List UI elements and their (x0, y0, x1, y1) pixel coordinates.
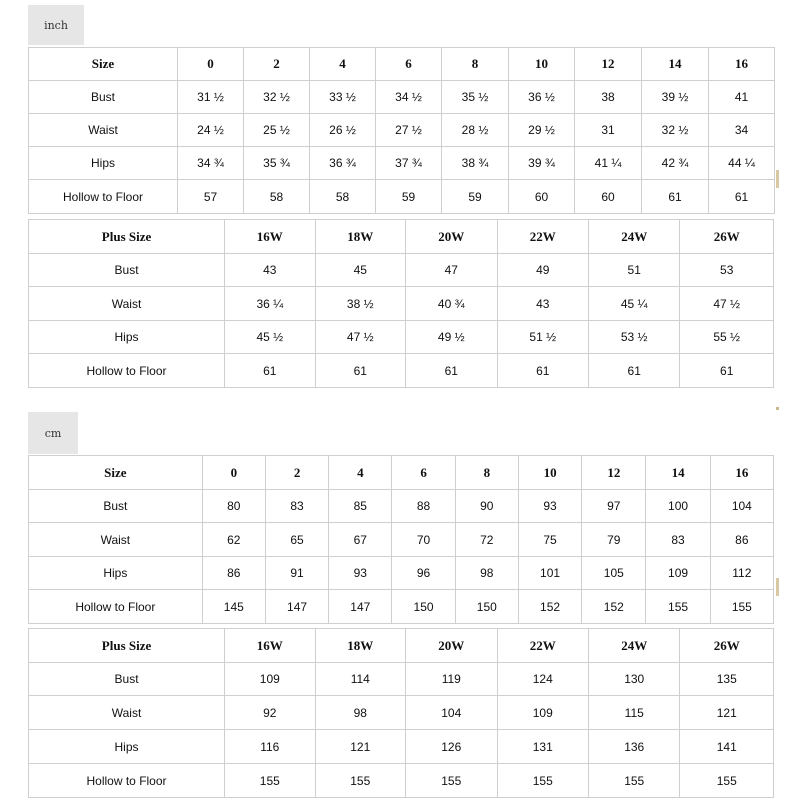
measurement-value: 100 (646, 490, 710, 523)
measurement-value: 41 ¼ (575, 147, 642, 180)
measurement-value: 80 (202, 490, 265, 523)
measurement-value: 59 (376, 180, 442, 214)
size-column-header: 6 (392, 456, 455, 490)
table-row (29, 557, 774, 590)
measurement-value: 62 (202, 523, 265, 557)
measurement-value: 131 (497, 730, 588, 764)
size-column-header: 22W (497, 220, 588, 254)
table-header-row (29, 456, 774, 490)
measurement-value: 42 ¾ (642, 147, 709, 180)
size-column-header: 16 (710, 456, 773, 490)
measurement-value: 37 ¾ (376, 147, 442, 180)
measurement-value: 26 ½ (310, 114, 376, 147)
measurement-value: 114 (315, 663, 405, 696)
size-column-header: 24W (588, 629, 679, 663)
measurement-label: Hollow to Floor (29, 354, 225, 388)
size-column-header: 8 (455, 456, 518, 490)
measurement-value: 141 (680, 730, 774, 764)
table-row (29, 764, 774, 798)
measurement-value: 59 (442, 180, 509, 214)
measurement-value: 58 (244, 180, 310, 214)
measurement-value: 104 (710, 490, 773, 523)
measurement-value: 155 (225, 764, 315, 798)
cm-plus-size-table (28, 628, 774, 798)
measurement-value: 60 (509, 180, 575, 214)
size-column-header: 22W (497, 629, 588, 663)
table-row (29, 254, 774, 287)
measurement-value: 40 ¾ (406, 287, 497, 321)
measurement-value: 109 (225, 663, 315, 696)
size-column-header: 18W (315, 220, 405, 254)
table-row (29, 81, 775, 114)
measurement-value: 147 (329, 590, 392, 624)
table-row (29, 321, 774, 354)
measurement-value: 109 (646, 557, 710, 590)
table-header-row (29, 220, 774, 254)
measurement-value: 135 (680, 663, 774, 696)
size-column-header: 18W (315, 629, 405, 663)
cm-unit-tab[interactable]: cm (28, 412, 78, 454)
measurement-value: 55 ½ (680, 321, 774, 354)
measurement-value: 105 (582, 557, 646, 590)
measurement-label: Waist (29, 696, 225, 730)
measurement-value: 92 (225, 696, 315, 730)
size-column-header: 2 (244, 48, 310, 81)
measurement-value: 61 (642, 180, 709, 214)
measurement-label: Bust (29, 254, 225, 287)
row-header-title: Plus Size (29, 220, 225, 254)
size-column-header: 6 (376, 48, 442, 81)
measurement-value: 93 (518, 490, 581, 523)
inch-standard-size-table (28, 47, 775, 214)
table-header-row (29, 48, 775, 81)
row-header-title: Plus Size (29, 629, 225, 663)
measurement-value: 38 (575, 81, 642, 114)
measurement-value: 97 (582, 490, 646, 523)
measurement-label: Bust (29, 490, 203, 523)
size-column-header: 26W (680, 220, 774, 254)
measurement-value: 88 (392, 490, 455, 523)
measurement-value: 49 ½ (406, 321, 497, 354)
measurement-label: Hips (29, 557, 203, 590)
table-row (29, 354, 774, 388)
measurement-value: 43 (225, 254, 315, 287)
measurement-value: 96 (392, 557, 455, 590)
measurement-value: 104 (406, 696, 497, 730)
measurement-value: 150 (392, 590, 455, 624)
size-column-header: 0 (202, 456, 265, 490)
measurement-value: 112 (710, 557, 773, 590)
measurement-value: 116 (225, 730, 315, 764)
measurement-value: 47 ½ (680, 287, 774, 321)
measurement-value: 91 (265, 557, 328, 590)
size-column-header: 16 (709, 48, 775, 81)
measurement-label: Hips (29, 147, 178, 180)
measurement-label: Waist (29, 523, 203, 557)
size-column-header: 4 (310, 48, 376, 81)
measurement-value: 70 (392, 523, 455, 557)
row-header-title: Size (29, 48, 178, 81)
size-column-header: 8 (442, 48, 509, 81)
measurement-value: 86 (202, 557, 265, 590)
measurement-value: 98 (315, 696, 405, 730)
measurement-value: 49 (497, 254, 588, 287)
measurement-value: 93 (329, 557, 392, 590)
measurement-value: 152 (582, 590, 646, 624)
table-row (29, 147, 775, 180)
measurement-value: 29 ½ (509, 114, 575, 147)
measurement-label: Waist (29, 114, 178, 147)
size-column-header: 20W (406, 629, 497, 663)
measurement-label: Hips (29, 321, 225, 354)
table-header-row (29, 629, 774, 663)
measurement-label: Bust (29, 81, 178, 114)
measurement-value: 35 ½ (442, 81, 509, 114)
edge-accent (776, 407, 779, 410)
measurement-value: 36 ¾ (310, 147, 376, 180)
measurement-label: Hollow to Floor (29, 764, 225, 798)
table-row (29, 180, 775, 214)
size-column-header: 12 (575, 48, 642, 81)
measurement-value: 72 (455, 523, 518, 557)
measurement-label: Hips (29, 730, 225, 764)
measurement-value: 65 (265, 523, 328, 557)
measurement-value: 61 (406, 354, 497, 388)
measurement-value: 90 (455, 490, 518, 523)
measurement-value: 86 (710, 523, 773, 557)
measurement-value: 45 ¼ (588, 287, 679, 321)
measurement-value: 61 (225, 354, 315, 388)
size-column-header: 10 (509, 48, 575, 81)
measurement-value: 109 (497, 696, 588, 730)
measurement-value: 155 (406, 764, 497, 798)
inch-plus-size-table (28, 219, 774, 388)
measurement-value: 27 ½ (376, 114, 442, 147)
measurement-value: 36 ¼ (225, 287, 315, 321)
measurement-value: 34 ½ (376, 81, 442, 114)
measurement-value: 79 (582, 523, 646, 557)
measurement-value: 60 (575, 180, 642, 214)
table-row (29, 590, 774, 624)
row-header-title: Size (29, 456, 203, 490)
measurement-value: 126 (406, 730, 497, 764)
measurement-value: 53 ½ (588, 321, 679, 354)
measurement-value: 39 ½ (642, 81, 709, 114)
measurement-value: 45 (315, 254, 405, 287)
measurement-value: 53 (680, 254, 774, 287)
size-column-header: 24W (588, 220, 679, 254)
measurement-value: 155 (497, 764, 588, 798)
measurement-value: 145 (202, 590, 265, 624)
measurement-value: 155 (710, 590, 773, 624)
size-column-header: 0 (178, 48, 244, 81)
measurement-value: 58 (310, 180, 376, 214)
size-column-header: 26W (680, 629, 774, 663)
size-column-header: 16W (225, 629, 315, 663)
measurement-value: 38 ½ (315, 287, 405, 321)
measurement-value: 75 (518, 523, 581, 557)
measurement-value: 147 (265, 590, 328, 624)
measurement-value: 155 (315, 764, 405, 798)
measurement-value: 32 ½ (642, 114, 709, 147)
cm-standard-size-table (28, 455, 774, 624)
measurement-value: 121 (680, 696, 774, 730)
measurement-label: Bust (29, 663, 225, 696)
size-column-header: 10 (518, 456, 581, 490)
size-column-header: 14 (642, 48, 709, 81)
measurement-value: 83 (646, 523, 710, 557)
measurement-value: 85 (329, 490, 392, 523)
measurement-value: 34 (709, 114, 775, 147)
measurement-value: 152 (518, 590, 581, 624)
measurement-label: Hollow to Floor (29, 590, 203, 624)
table-row (29, 663, 774, 696)
measurement-value: 57 (178, 180, 244, 214)
measurement-value: 61 (315, 354, 405, 388)
measurement-value: 136 (588, 730, 679, 764)
measurement-value: 61 (709, 180, 775, 214)
edge-accent (776, 170, 779, 188)
size-column-header: 16W (225, 220, 315, 254)
measurement-value: 41 (709, 81, 775, 114)
table-row (29, 523, 774, 557)
measurement-value: 28 ½ (442, 114, 509, 147)
measurement-value: 38 ¾ (442, 147, 509, 180)
measurement-value: 61 (680, 354, 774, 388)
measurement-value: 33 ½ (310, 81, 376, 114)
measurement-value: 121 (315, 730, 405, 764)
measurement-value: 43 (497, 287, 588, 321)
table-row (29, 490, 774, 523)
measurement-value: 34 ¾ (178, 147, 244, 180)
measurement-value: 115 (588, 696, 679, 730)
measurement-value: 35 ¾ (244, 147, 310, 180)
measurement-value: 130 (588, 663, 679, 696)
measurement-value: 39 ¾ (509, 147, 575, 180)
measurement-value: 155 (646, 590, 710, 624)
size-column-header: 4 (329, 456, 392, 490)
measurement-value: 61 (497, 354, 588, 388)
measurement-value: 124 (497, 663, 588, 696)
measurement-value: 24 ½ (178, 114, 244, 147)
measurement-value: 98 (455, 557, 518, 590)
measurement-label: Hollow to Floor (29, 180, 178, 214)
edge-accent (776, 578, 779, 596)
size-column-header: 12 (582, 456, 646, 490)
measurement-value: 51 (588, 254, 679, 287)
measurement-value: 155 (588, 764, 679, 798)
measurement-value: 61 (588, 354, 679, 388)
measurement-value: 67 (329, 523, 392, 557)
measurement-value: 31 ½ (178, 81, 244, 114)
table-row (29, 730, 774, 764)
measurement-value: 32 ½ (244, 81, 310, 114)
table-row (29, 696, 774, 730)
table-row (29, 287, 774, 321)
measurement-value: 101 (518, 557, 581, 590)
measurement-value: 45 ½ (225, 321, 315, 354)
measurement-value: 47 ½ (315, 321, 405, 354)
measurement-value: 31 (575, 114, 642, 147)
measurement-value: 150 (455, 590, 518, 624)
size-column-header: 14 (646, 456, 710, 490)
inch-unit-tab[interactable]: inch (28, 5, 84, 45)
measurement-value: 25 ½ (244, 114, 310, 147)
measurement-value: 51 ½ (497, 321, 588, 354)
size-column-header: 20W (406, 220, 497, 254)
measurement-value: 44 ¼ (709, 147, 775, 180)
table-row (29, 114, 775, 147)
measurement-value: 119 (406, 663, 497, 696)
measurement-value: 36 ½ (509, 81, 575, 114)
measurement-value: 47 (406, 254, 497, 287)
size-column-header: 2 (265, 456, 328, 490)
measurement-value: 83 (265, 490, 328, 523)
measurement-label: Waist (29, 287, 225, 321)
measurement-value: 155 (680, 764, 774, 798)
